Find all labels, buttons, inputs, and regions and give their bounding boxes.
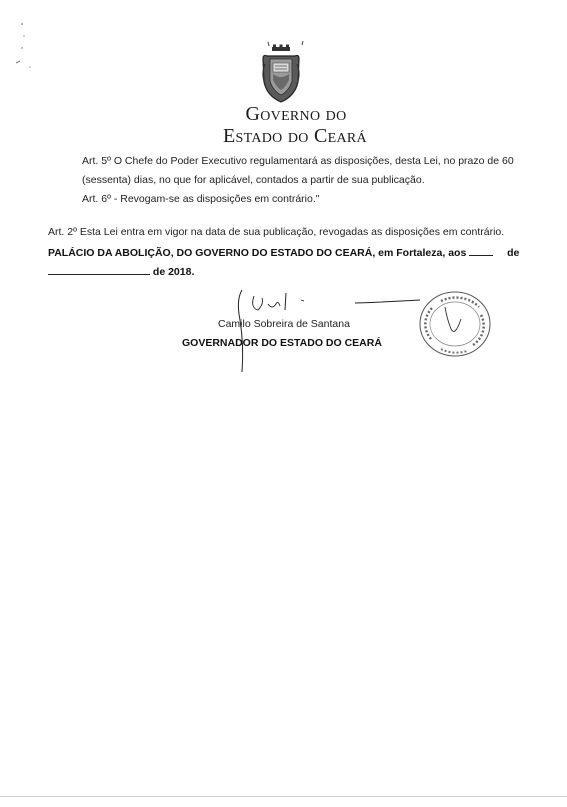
signatory-name: Camilo Sobreira de Santana (218, 318, 350, 330)
palacio-prefix: PALÁCIO DA ABOLIÇÃO, DO GOVERNO DO ESTADO DO CEARÁ, em Fortaleza, aos (48, 247, 467, 259)
art6-line: Art. 6º - Revogam-se as disposições em contrário." (82, 193, 320, 205)
government-header (160, 104, 420, 146)
art5-line-1: Art. 5º O Chefe do Poder Executivo regulamentará as disposições, desta Lei, no prazo de 60 (82, 155, 514, 167)
palacio-de: de (507, 247, 520, 259)
art2-line: Art. 2º Esta Lei entra em vigor na data de sua publicação, revogadas as disposições em contrário. (48, 226, 505, 238)
date-line (48, 265, 194, 278)
header-line-1: Governo do (245, 103, 347, 125)
state-crest-icon (259, 44, 303, 104)
palacio-line (48, 246, 519, 259)
page-bottom-edge (0, 796, 567, 797)
header-line-2: Estado do Ceará (223, 125, 367, 147)
official-stamp (417, 289, 495, 359)
art5-line-2: (sessenta) dias, no que for aplicável, contados a partir de sua publicação. (82, 174, 425, 186)
signatory-title: GOVERNADOR DO ESTADO DO CEARÁ (182, 337, 382, 349)
month-blank (48, 265, 150, 275)
year-text: de 2018. (152, 266, 195, 278)
day-blank (469, 246, 493, 256)
